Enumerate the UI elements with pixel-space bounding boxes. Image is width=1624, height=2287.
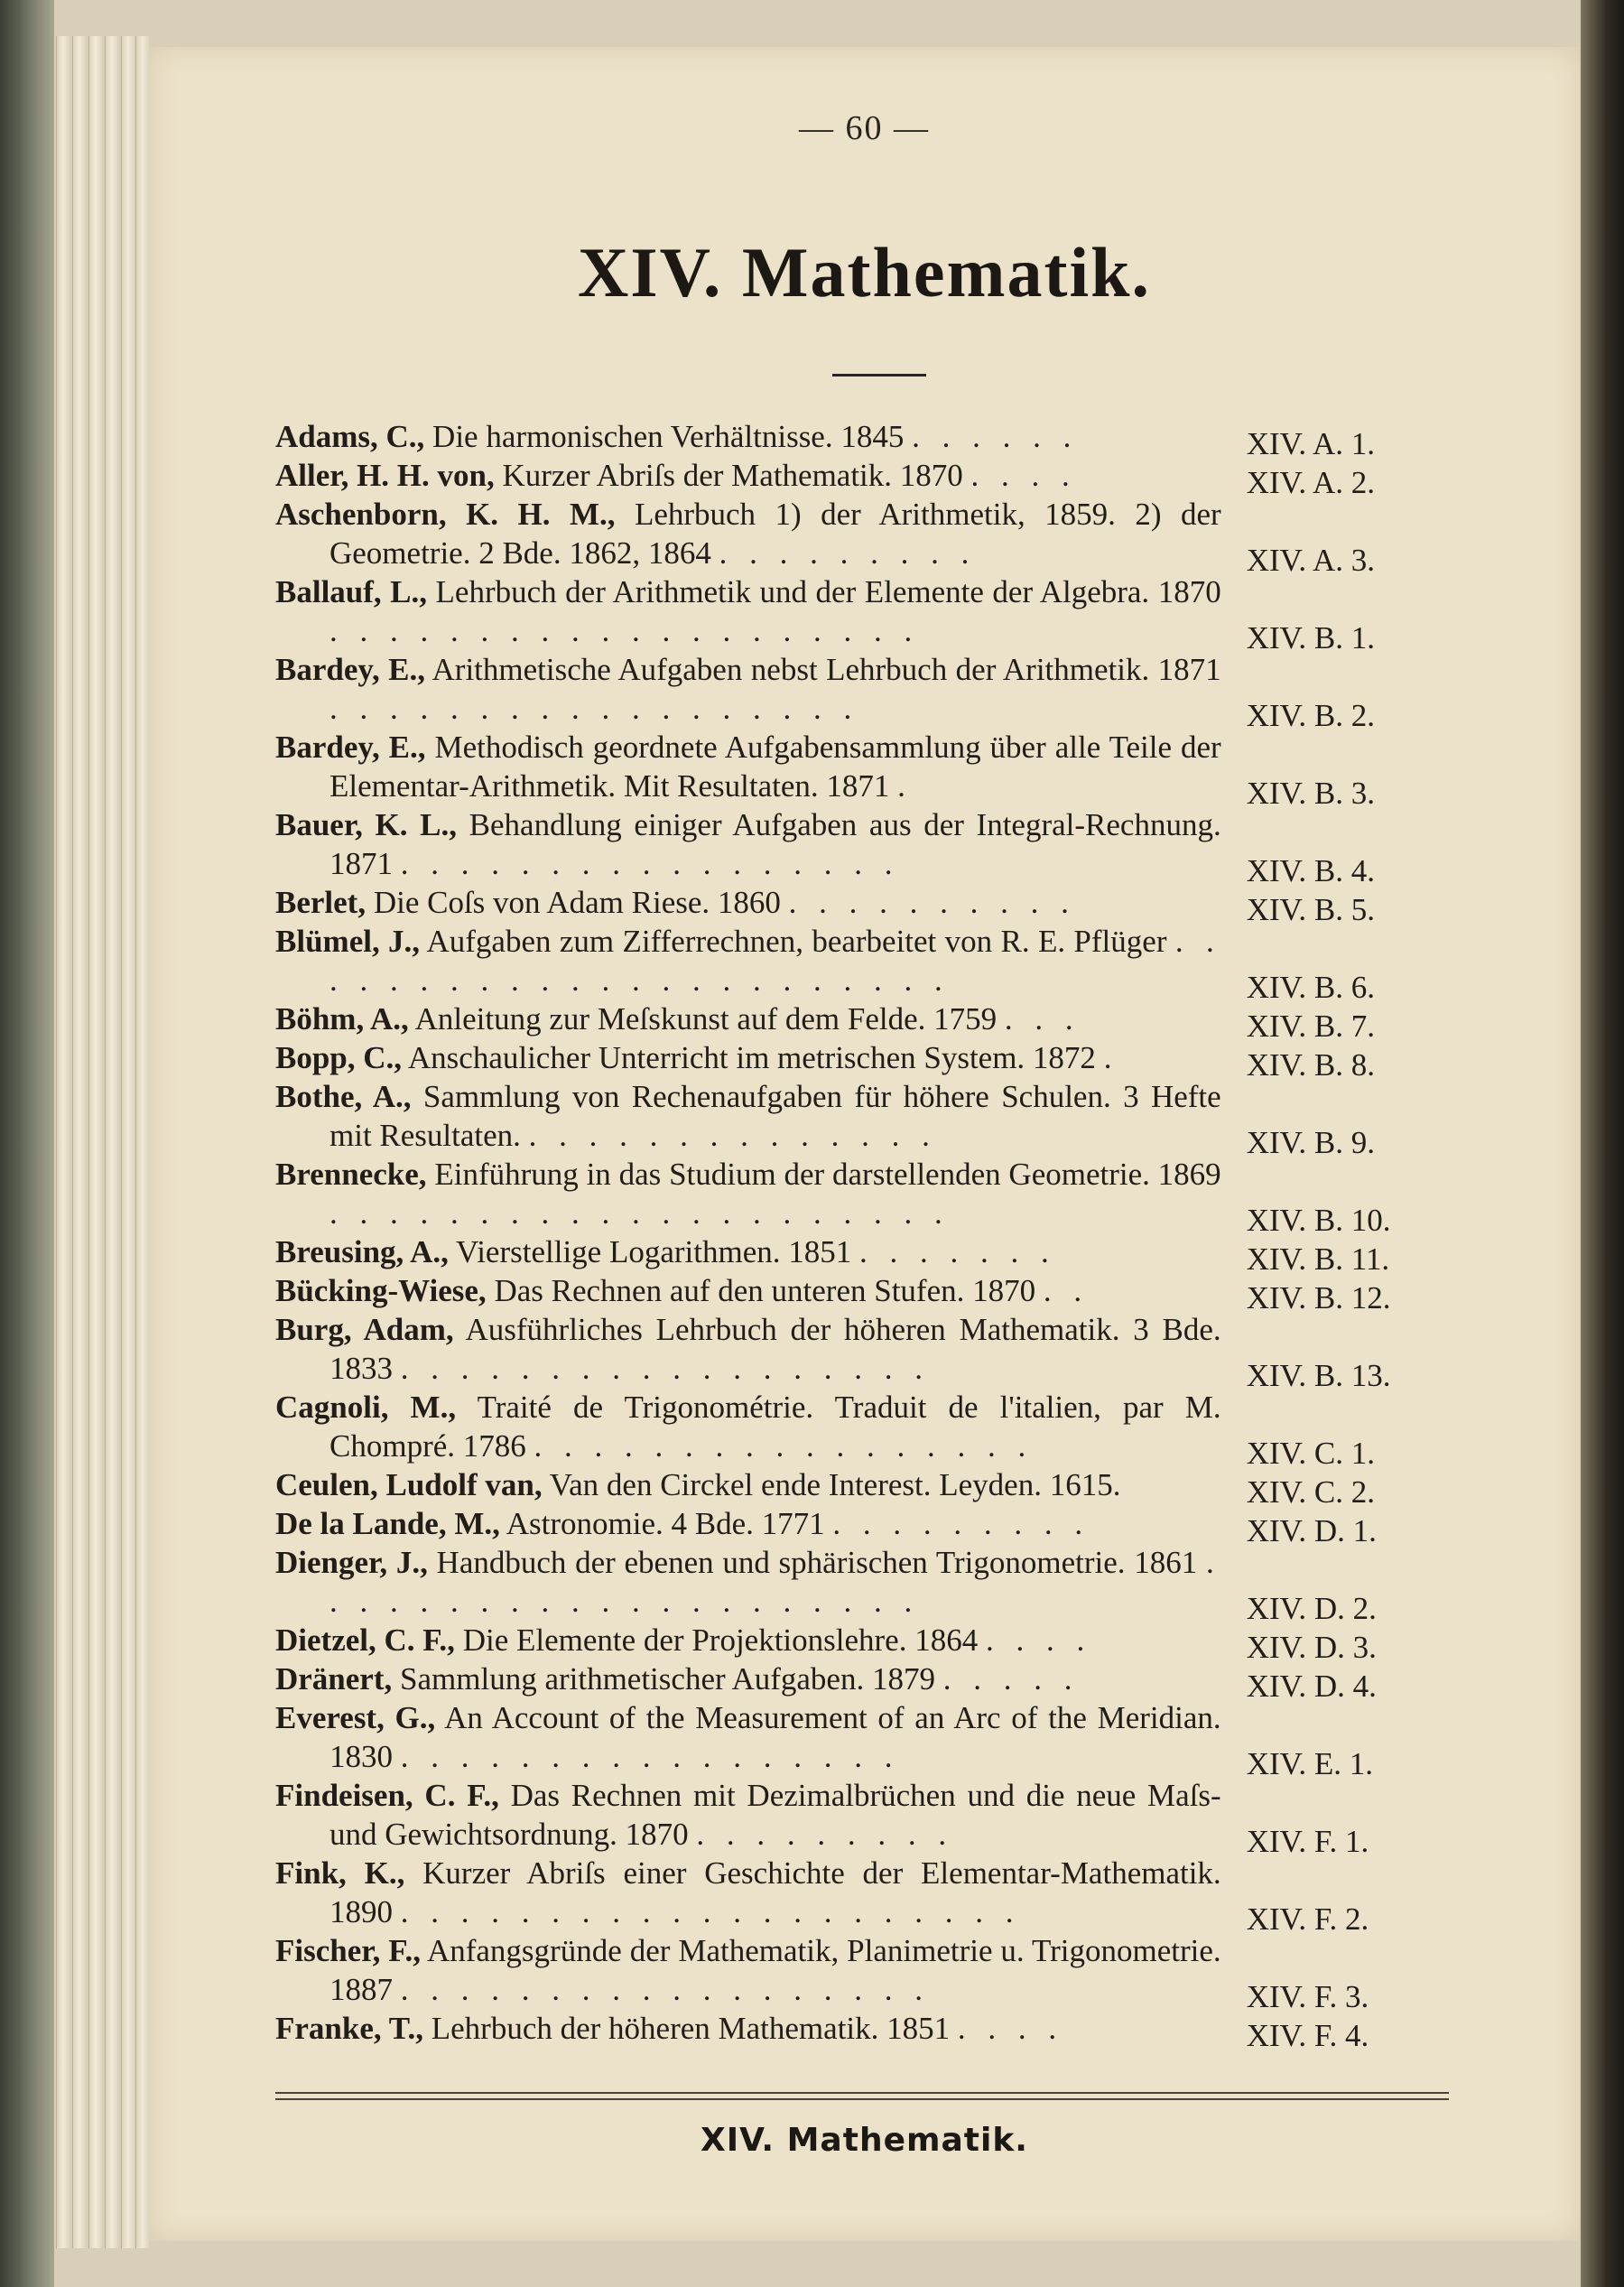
entry-leader-dots: . . . . . . . . . . . . . . . . . .: [400, 1972, 930, 2007]
entry-title: Das Rechnen mit Dezimalbrüchen und die neue Maſs- und Gewichtsordnung. 1870: [329, 1778, 1221, 1852]
entry-leader-dots: . . . . . . . . . . . . . . . . .: [534, 1428, 1034, 1464]
entry-text: [275, 650, 1221, 728]
page-edge: [56, 36, 70, 2248]
entry-shelfmark: XIV. B. 6.: [1246, 970, 1375, 1005]
entry-shelfmark: XIV. E. 1.: [1246, 1746, 1374, 1781]
entry-leader-dots: . . . .: [970, 458, 1077, 493]
entry-text: [275, 2009, 1221, 2048]
entry-author: Böhm, A.,: [275, 1001, 409, 1037]
entry-author: Burg, Adam,: [275, 1312, 454, 1347]
catalog-entry: [275, 417, 1440, 461]
entry-leader-dots: . . . . . .: [912, 419, 1079, 454]
entry-shelfmark: XIV. B. 11.: [1246, 1241, 1390, 1277]
entry-author: De la Lande, M.,: [275, 1506, 500, 1541]
catalog-entry: [275, 1155, 1440, 1238]
catalog-entry: [275, 1310, 1440, 1393]
entry-shelfmark: XIV. C. 1.: [1246, 1436, 1375, 1471]
entry-author: Breusing, A.,: [275, 1234, 449, 1269]
entry-shelfmark: XIV. B. 1.: [1246, 620, 1375, 655]
catalog-entries: [275, 417, 1440, 2053]
entry-title: Ausführliches Lehrbuch der höheren Mathematik. 3 Bde. 1833: [329, 1312, 1221, 1386]
entry-text: [275, 922, 1221, 999]
entry-leader-dots: . . . . . . . . . . . . . . . . . . . . .: [329, 1545, 1221, 1619]
entry-author: Aschenborn, K. H. M.,: [275, 497, 616, 532]
entry-leader-dots: . . . . . . . . .: [719, 535, 977, 571]
entry-text: [275, 1931, 1221, 2009]
book-cover-right: [1581, 0, 1624, 2287]
entry-author: Fink, K.,: [275, 1855, 405, 1891]
entry-title: Van den Circkel ende Interest. Leyden. 1615.: [549, 1467, 1121, 1502]
entry-author: Adams, C.,: [275, 419, 425, 454]
entry-title: Astronomie. 4 Bde. 1771: [506, 1506, 825, 1541]
entry-shelfmark: XIV. A. 1.: [1246, 426, 1375, 461]
entry-author: Bücking-Wiese,: [275, 1273, 487, 1308]
entry-text: [275, 728, 1221, 805]
entry-text: [275, 1038, 1221, 1077]
entry-title: An Account of the Measurement of an Arc of the Meridian. 1830: [329, 1700, 1221, 1774]
entry-text: [275, 456, 1221, 495]
entry-shelfmark: XIV. B. 4.: [1246, 853, 1375, 888]
entry-leader-dots: . . . .: [985, 1622, 1092, 1658]
entry-title: Arithmetische Aufgaben nebst Lehrbuch der Arithmetik. 1871: [432, 652, 1221, 687]
catalog-entry: [275, 1698, 1440, 1781]
entry-author: Berlet,: [275, 885, 367, 920]
entry-text: [275, 883, 1221, 922]
entry-shelfmark: XIV. F. 4.: [1246, 2018, 1369, 2053]
entry-shelfmark: XIV. D. 2.: [1246, 1591, 1377, 1626]
entry-text: [275, 1465, 1221, 1504]
entry-author: Findeisen, C. F.,: [275, 1778, 499, 1813]
entry-text: [275, 495, 1221, 572]
entry-title: Sammlung von Rechenaufgaben für höhere Schulen. 3 Hefte mit Resultaten.: [329, 1079, 1221, 1153]
entry-title: Traité de Trigonométrie. Traduit de l'italien, par M. Chompré. 1786: [329, 1390, 1221, 1464]
entry-title: Einführung in das Studium der darstellenden Geometrie. 1869: [434, 1157, 1221, 1192]
entry-shelfmark: XIV. B. 10.: [1246, 1203, 1391, 1238]
entry-leader-dots: . . . . . . . . .: [832, 1506, 1090, 1541]
running-footer: XIV. Mathematik.: [701, 2122, 1028, 2159]
entry-shelfmark: XIV. B. 5.: [1246, 892, 1375, 927]
entry-text: [275, 1232, 1221, 1271]
entry-shelfmark: XIV. B. 7.: [1246, 1009, 1375, 1044]
entry-author: Bauer, K. L.,: [275, 807, 458, 842]
catalog-entry: [275, 922, 1440, 1005]
entry-author: Franke, T.,: [275, 2011, 423, 2046]
page-number: — 60 —: [799, 109, 930, 147]
entry-text: [275, 1155, 1221, 1232]
catalog-entry: [275, 495, 1440, 578]
entry-title: Anleitung zur Meſskunst auf dem Felde. 1759: [414, 1001, 998, 1037]
entry-text: [275, 572, 1221, 650]
entry-leader-dots: . . . . . . . . . . . . . . . . . .: [329, 691, 859, 726]
entry-shelfmark: XIV. D. 1.: [1246, 1513, 1377, 1548]
entry-shelfmark: XIV. F. 2.: [1246, 1901, 1369, 1937]
title-divider: [832, 374, 926, 377]
entry-author: Everest, G.,: [275, 1700, 436, 1735]
entry-title: Anschaulicher Unterricht im metrischen System. 1872: [407, 1040, 1096, 1075]
entry-leader-dots: . . . . . . . . . . . . . . . . . . . . .: [329, 1195, 950, 1231]
entry-text: [275, 805, 1221, 883]
entry-title: Die Elemente der Projektionslehre. 1864: [462, 1622, 979, 1658]
entry-author: Fischer, F.,: [275, 1933, 421, 1968]
page-edge: [121, 36, 135, 2248]
entry-text: [275, 1621, 1221, 1659]
entry-author: Bopp, C.,: [275, 1040, 403, 1075]
entry-leader-dots: . . . . .: [942, 1661, 1080, 1697]
entry-shelfmark: XIV. F. 3.: [1246, 1979, 1369, 2014]
entry-title: Anfangsgründe der Mathematik, Planimetrie u. Trigonometrie. 1887: [329, 1933, 1221, 2007]
book-spine: [0, 0, 54, 2287]
entry-text: [275, 1854, 1221, 1931]
entry-author: Dienger, J.,: [275, 1545, 428, 1580]
entry-author: Bardey, E.,: [275, 652, 425, 687]
entry-text: [275, 1271, 1221, 1310]
entry-title: Sammlung arithmetischer Aufgaben. 1879: [400, 1661, 935, 1697]
entry-title: Lehrbuch der höheren Mathematik. 1851: [431, 2011, 951, 2046]
entry-author: Dränert,: [275, 1661, 393, 1697]
entry-shelfmark: XIV. C. 2.: [1246, 1474, 1375, 1510]
entry-leader-dots: .: [1103, 1040, 1119, 1075]
page-edge: [88, 36, 102, 2248]
entry-author: Cagnoli, M.,: [275, 1390, 457, 1425]
entry-title: Kurzer Abriſs einer Geschichte der Elementar-Mathematik. 1890: [329, 1855, 1221, 1929]
entry-leader-dots: . . . . . . . . . . . . . .: [528, 1118, 937, 1153]
catalog-entry: [275, 1077, 1440, 1160]
catalog-entry: [275, 1854, 1440, 1937]
entry-text: [275, 1388, 1221, 1465]
page-edge: [105, 36, 118, 2248]
catalog-entry: [275, 650, 1440, 733]
entry-title: Lehrbuch 1) der Arithmetik, 1859. 2) der Geometrie. 2 Bde. 1862, 1864: [329, 497, 1221, 571]
catalog-entry: [275, 572, 1440, 655]
catalog-entry: [275, 1776, 1440, 1859]
entry-title: Aufgaben zum Zifferrechnen, bearbeitet von R. E. Pflüger: [426, 924, 1167, 959]
entry-text: [275, 1698, 1221, 1776]
entry-text: [275, 1776, 1221, 1854]
entry-leader-dots: . . . . . . . . .: [696, 1817, 954, 1852]
entry-shelfmark: XIV. A. 2.: [1246, 465, 1375, 500]
entry-leader-dots: . . . . . . . . . .: [788, 885, 1076, 920]
catalog-entry: [275, 1388, 1440, 1471]
entry-shelfmark: XIV. B. 3.: [1246, 776, 1375, 811]
page-edge: [135, 36, 149, 2248]
entry-title: Das Rechnen auf den unteren Stufen. 1870: [494, 1273, 1036, 1308]
entry-shelfmark: XIV. D. 4.: [1246, 1669, 1377, 1704]
footer-rule: [275, 2092, 1449, 2100]
entry-title: Vierstellige Logarithmen. 1851: [456, 1234, 852, 1269]
entry-title: Die Coſs von Adam Riese. 1860: [373, 885, 781, 920]
entry-title: Behandlung einiger Aufgaben aus der Integral-Rechnung. 1871: [329, 807, 1221, 881]
entry-text: [275, 1077, 1221, 1155]
entry-title: Kurzer Abriſs der Mathematik. 1870: [502, 458, 963, 493]
entry-title: Lehrbuch der Arithmetik und der Elemente der Algebra. 1870: [435, 574, 1221, 609]
entry-text: [275, 1504, 1221, 1543]
entry-author: Blümel, J.,: [275, 924, 421, 959]
entry-leader-dots: . . . . . . . . . . . . . . . . .: [400, 846, 900, 881]
entry-text: [275, 1543, 1221, 1621]
entry-author: Bothe, A.,: [275, 1079, 412, 1114]
entry-shelfmark: XIV. F. 1.: [1246, 1824, 1369, 1859]
entry-author: Brennecke,: [275, 1157, 427, 1192]
entry-leader-dots: . . . . . . . . . . . . . . . . . . . . .: [400, 1894, 1021, 1929]
entry-author: Ceulen, Ludolf van,: [275, 1467, 543, 1502]
entry-shelfmark: XIV. D. 3.: [1246, 1630, 1377, 1665]
entry-text: [275, 417, 1221, 456]
entry-text: [275, 1310, 1221, 1388]
entry-leader-dots: .: [897, 768, 913, 804]
entry-leader-dots: . . . . . . . . . . . . . . . . . . . . . . .: [329, 924, 1221, 998]
catalog-entry: [275, 728, 1440, 811]
entry-leader-dots: . . . . . . .: [858, 1234, 1056, 1269]
entry-leader-dots: . .: [1043, 1273, 1090, 1308]
entry-author: Dietzel, C. F.,: [275, 1622, 455, 1658]
entry-title: Handbuch der ebenen und sphärischen Trigonometrie. 1861: [436, 1545, 1198, 1580]
entry-shelfmark: XIV. A. 3.: [1246, 543, 1375, 578]
entry-title: Methodisch geordnete Aufgabensammlung über alle Teile der Elementar-Arithmetik. Mit Resultaten. 1871: [329, 730, 1221, 804]
entry-shelfmark: XIV. B. 13.: [1246, 1358, 1391, 1393]
catalog-entry: [275, 805, 1440, 888]
catalog-entry: [275, 1931, 1440, 2014]
entry-author: Bardey, E.,: [275, 730, 426, 765]
entry-text: [275, 1659, 1221, 1698]
entry-author: Aller, H. H. von,: [275, 458, 495, 493]
entry-leader-dots: . . . .: [957, 2011, 1064, 2046]
entry-shelfmark: XIV. B. 9.: [1246, 1125, 1375, 1160]
entry-title: Die harmonischen Verhältnisse. 1845: [432, 419, 905, 454]
entry-leader-dots: . . . . . . . . . . . . . . . . .: [400, 1739, 900, 1774]
catalog-entry: [275, 1543, 1440, 1626]
entry-shelfmark: XIV. B. 2.: [1246, 698, 1375, 733]
section-title: XIV. Mathematik.: [577, 233, 1152, 311]
entry-leader-dots: . . . . . . . . . . . . . . . . . .: [400, 1351, 930, 1386]
page-edge: [72, 36, 86, 2248]
entry-author: Ballauf, L.,: [275, 574, 428, 609]
entry-leader-dots: . . .: [1004, 1001, 1081, 1037]
entry-shelfmark: XIV. B. 12.: [1246, 1280, 1391, 1315]
entry-leader-dots: . . . . . . . . . . . . . . . . . . . .: [329, 613, 920, 648]
entry-shelfmark: XIV. B. 8.: [1246, 1047, 1375, 1083]
entry-text: [275, 999, 1221, 1038]
book-page: [149, 47, 1580, 2241]
